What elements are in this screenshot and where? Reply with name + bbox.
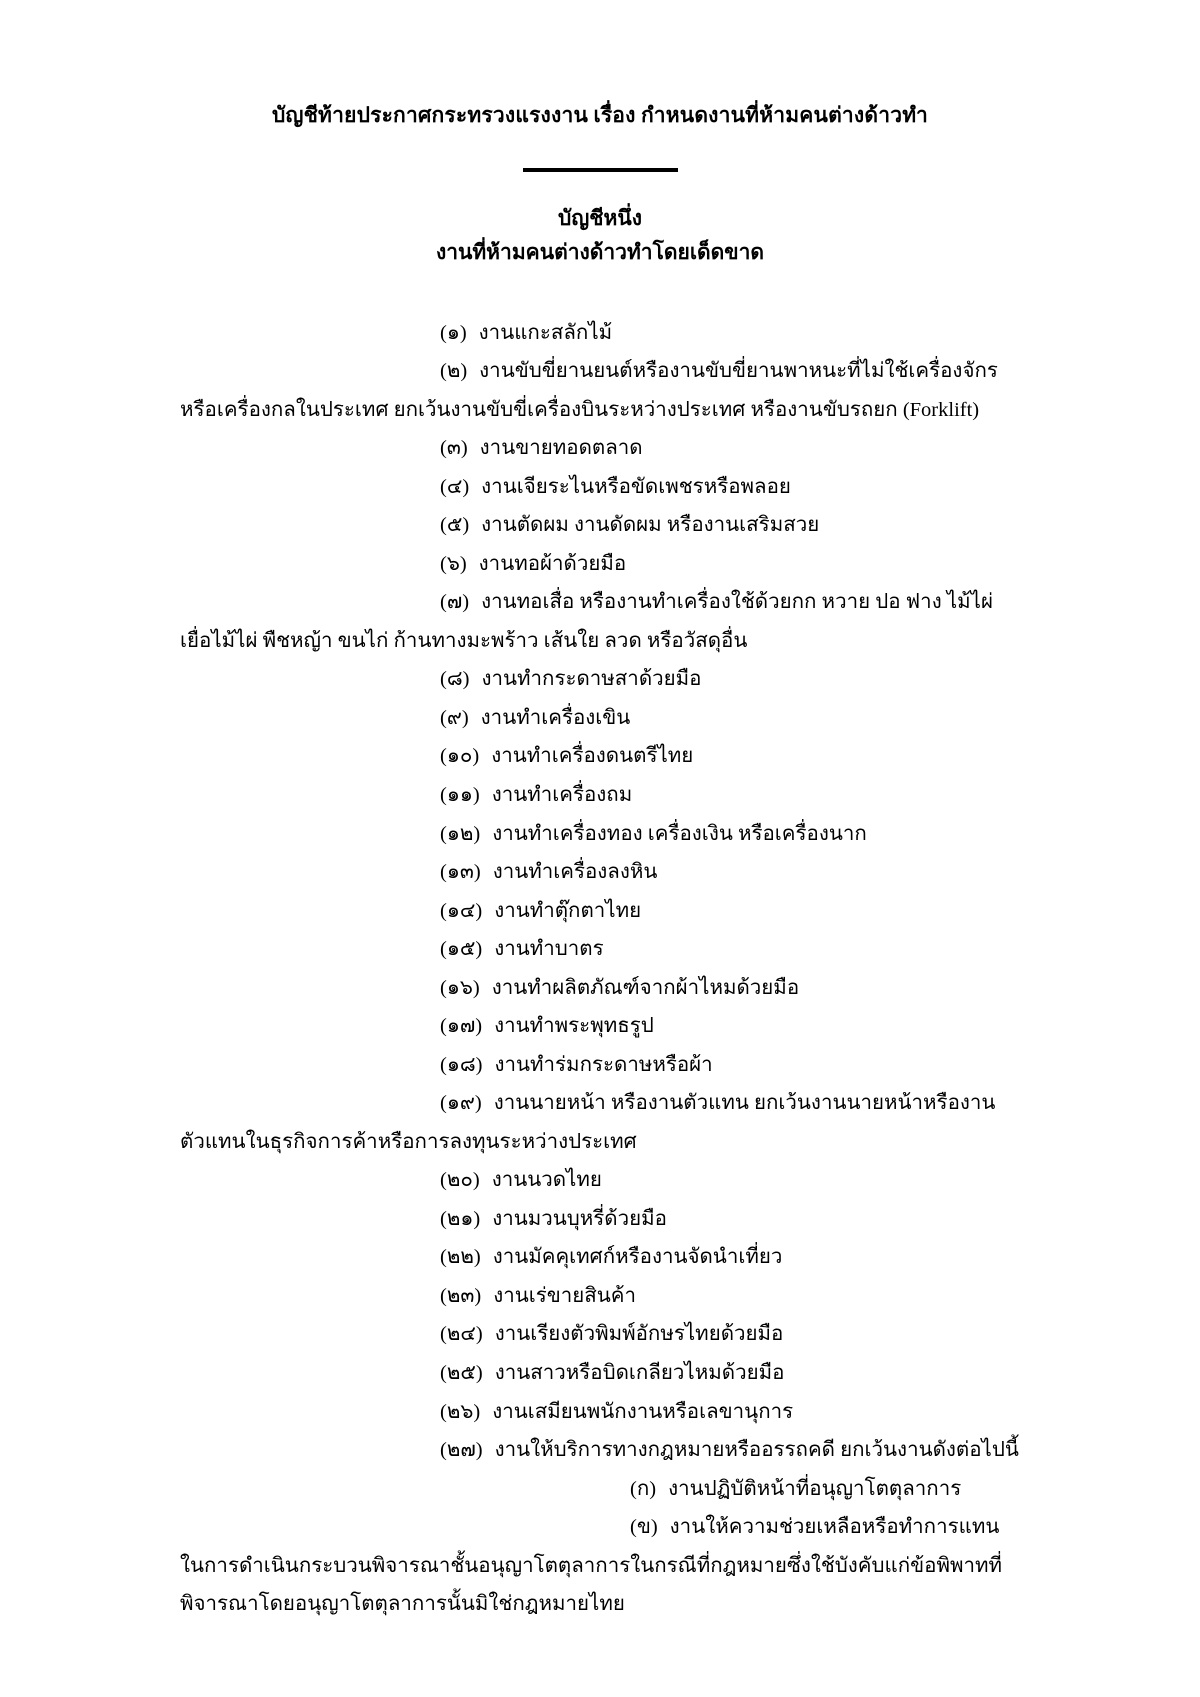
list-item	[180, 352, 1020, 429]
list-item-text: งานทอผ้าด้วยมือ	[478, 552, 627, 575]
list-item	[180, 969, 1020, 1008]
page-title: บัญชีท้ายประกาศกระทรวงแรงงาน เรื่อง กำหนดงานที่ห้ามคนต่างด้าวทำ	[271, 103, 929, 127]
horizontal-rule	[523, 168, 678, 172]
list-item-marker: (๒๔)	[440, 1323, 483, 1346]
list-item-marker: (๒)	[440, 360, 468, 383]
list-item-marker: (๒๖)	[440, 1400, 481, 1423]
list-item-marker: (๒๒)	[440, 1246, 481, 1269]
list-item-text: งานเจียระไนหรือขัดเพชรหรือพลอย	[481, 475, 791, 498]
list-item	[180, 815, 1020, 854]
list-item	[180, 776, 1020, 815]
list-item-text: งานทำร่มกระดาษหรือผ้า	[494, 1053, 713, 1076]
list-item-marker: (๓)	[440, 437, 468, 460]
list-item-text: งานทำเครื่องทอง เครื่องเงิน หรือเครื่องนาก	[492, 822, 867, 845]
list-item-marker: (๗)	[440, 591, 470, 614]
list-item-marker: (๑๖)	[440, 976, 480, 999]
list-item	[180, 545, 1020, 584]
sub-list-item	[180, 1470, 1020, 1509]
title-divider	[180, 168, 1020, 172]
list-item-text: งานเสมียนพนักงานหรือเลขานุการ	[492, 1400, 794, 1423]
list-item-text: งานทำเครื่องถม	[491, 784, 633, 806]
list-item-marker: (๒๑)	[440, 1207, 481, 1230]
list-item-marker: (๒๐)	[440, 1169, 480, 1192]
list-item	[180, 1200, 1020, 1239]
list-item-text: งานสาวหรือบิดเกลียวไหมด้วยมือ	[494, 1361, 785, 1384]
list-item-marker: (๙)	[440, 706, 469, 729]
list-item	[180, 930, 1020, 969]
list-item-marker: (๑๘)	[440, 1053, 483, 1076]
sub-list-item-text: งานปฏิบัติหน้าที่อนุญาโตตุลาการ	[668, 1477, 962, 1500]
list-item	[180, 737, 1020, 776]
list-item-text: งานเรียงตัวพิมพ์อักษรไทยด้วยมือ	[494, 1323, 784, 1346]
list-item	[180, 1161, 1020, 1200]
list-item-text: งานนายหน้า หรืองานตัวแทน ยกเว้นงานนายหน้าหรืองานตัวแทนในธุรกิจการค้าหรือการลงทุนระหว่างประเทศ	[180, 1092, 996, 1153]
list-item-marker: (๒๓)	[440, 1284, 482, 1307]
list-item-marker: (๖)	[440, 552, 467, 575]
list-item-text: งานมัคคุเทศก์หรืองานจัดนำเที่ยว	[492, 1246, 783, 1269]
list-item-text: งานขายทอดตลาด	[479, 437, 643, 460]
list-item	[180, 1431, 1020, 1470]
list-item	[180, 660, 1020, 699]
list-item-text: งานให้บริการทางกฎหมายหรืออรรถคดี ยกเว้นงานดังต่อไปนี้	[494, 1439, 1019, 1462]
list-item-text: งานนวดไทย	[491, 1169, 602, 1192]
list-item	[180, 699, 1020, 738]
list-item	[180, 506, 1020, 545]
list-item-marker: (๑๕)	[440, 938, 483, 961]
list-item-marker: (๑๓)	[440, 861, 481, 884]
list-item-marker: (๔)	[440, 475, 470, 498]
list-item	[180, 1354, 1020, 1393]
list-item-marker: (๑)	[440, 321, 467, 344]
list-item	[180, 1393, 1020, 1432]
list-item-text: งานทอเสื่อ หรืองานทำเครื่องใช้ด้วยกก หวาย ปอ ฟาง ไม้ไผ่ เยื่อไม้ไผ่ พืชหญ้า ขนไก่ ก้านทางมะพร้าว เส้นใย ลวด หรือวัสดุอื่น	[180, 591, 993, 652]
list-item-text: งานทำกระดาษสาด้วยมือ	[481, 668, 702, 691]
list-item-text: งานตัดผม งานดัดผม หรืองานเสริมสวย	[481, 514, 820, 537]
list-item	[180, 314, 1020, 353]
list-item	[180, 1315, 1020, 1354]
sub-list-item	[180, 1508, 1020, 1624]
list-item-marker: (๘)	[440, 668, 470, 691]
list-item-marker: (๑๗)	[440, 1015, 483, 1038]
list-item-text: งานมวนบุหรี่ด้วยมือ	[492, 1207, 667, 1230]
list-item-text: งานทำบาตร	[494, 938, 604, 961]
list-item	[180, 1277, 1020, 1316]
list-item-text: งานทำเครื่องดนตรีไทย	[491, 745, 694, 768]
list-item	[180, 583, 1020, 660]
list-item-text: งานแกะสลักไม้	[478, 321, 613, 344]
section-subheading: งานที่ห้ามคนต่างด้าวทำโดยเด็ดขาด	[435, 240, 765, 265]
list-item-marker: (๑๐)	[440, 745, 480, 768]
list-item	[180, 429, 1020, 468]
sub-list-item-marker: (ก)	[630, 1477, 657, 1500]
list-item	[180, 892, 1020, 931]
list-item-marker: (๑๙)	[440, 1092, 482, 1115]
list-item	[180, 1046, 1020, 1085]
sub-list-item-marker: (ข)	[630, 1516, 658, 1539]
list-item	[180, 468, 1020, 507]
list-item	[180, 1007, 1020, 1046]
list-item-text: งานเร่ขายสินค้า	[493, 1284, 637, 1307]
list-item-marker: (๑๒)	[440, 822, 481, 845]
list-item	[180, 853, 1020, 892]
list-item-marker: (๒๗)	[440, 1439, 483, 1462]
list-item-text: งานขับขี่ยานยนต์หรืองานขับขี่ยานพาหนะที่ไม่ใช้เครื่องจักรหรือเครื่องกลในประเทศ ยกเว้นงานขับขี่เครื่องบินระหว่างประเทศ หรืองานขับรถยก (Forklift)	[180, 360, 998, 421]
list-item-text: งานทำพระพุทธรูป	[494, 1015, 654, 1038]
list-item-marker: (๑๑)	[440, 784, 480, 806]
list-item	[180, 1238, 1020, 1277]
list-item-text: งานทำผลิตภัณฑ์จากผ้าไหมด้วยมือ	[491, 976, 800, 999]
prohibited-occupations-list	[180, 314, 1020, 1624]
list-item-text: งานทำเครื่องลงหิน	[492, 861, 658, 884]
list-item-text: งานทำตุ๊กตาไทย	[494, 899, 642, 922]
section-heading: บัญชีหนึ่ง	[558, 206, 642, 231]
list-item-marker: (๑๔)	[440, 899, 483, 922]
list-item-marker: (๕)	[440, 514, 470, 537]
list-item-text: งานทำเครื่องเขิน	[480, 706, 631, 729]
list-item-marker: (๒๕)	[440, 1361, 483, 1384]
sub-list-item-text: งานให้ความช่วยเหลือหรือทำการแทนในการดำเนินกระบวนพิจารณาชั้นอนุญาโตตุลาการในกรณีที่กฎหมายซึ่งใช้บังคับแก่ข้อพิพาทที่พิจารณาโดยอนุญาโตตุลาการนั้นมิใช่กฎหมายไทย	[180, 1516, 1003, 1616]
list-item	[180, 1084, 1020, 1161]
